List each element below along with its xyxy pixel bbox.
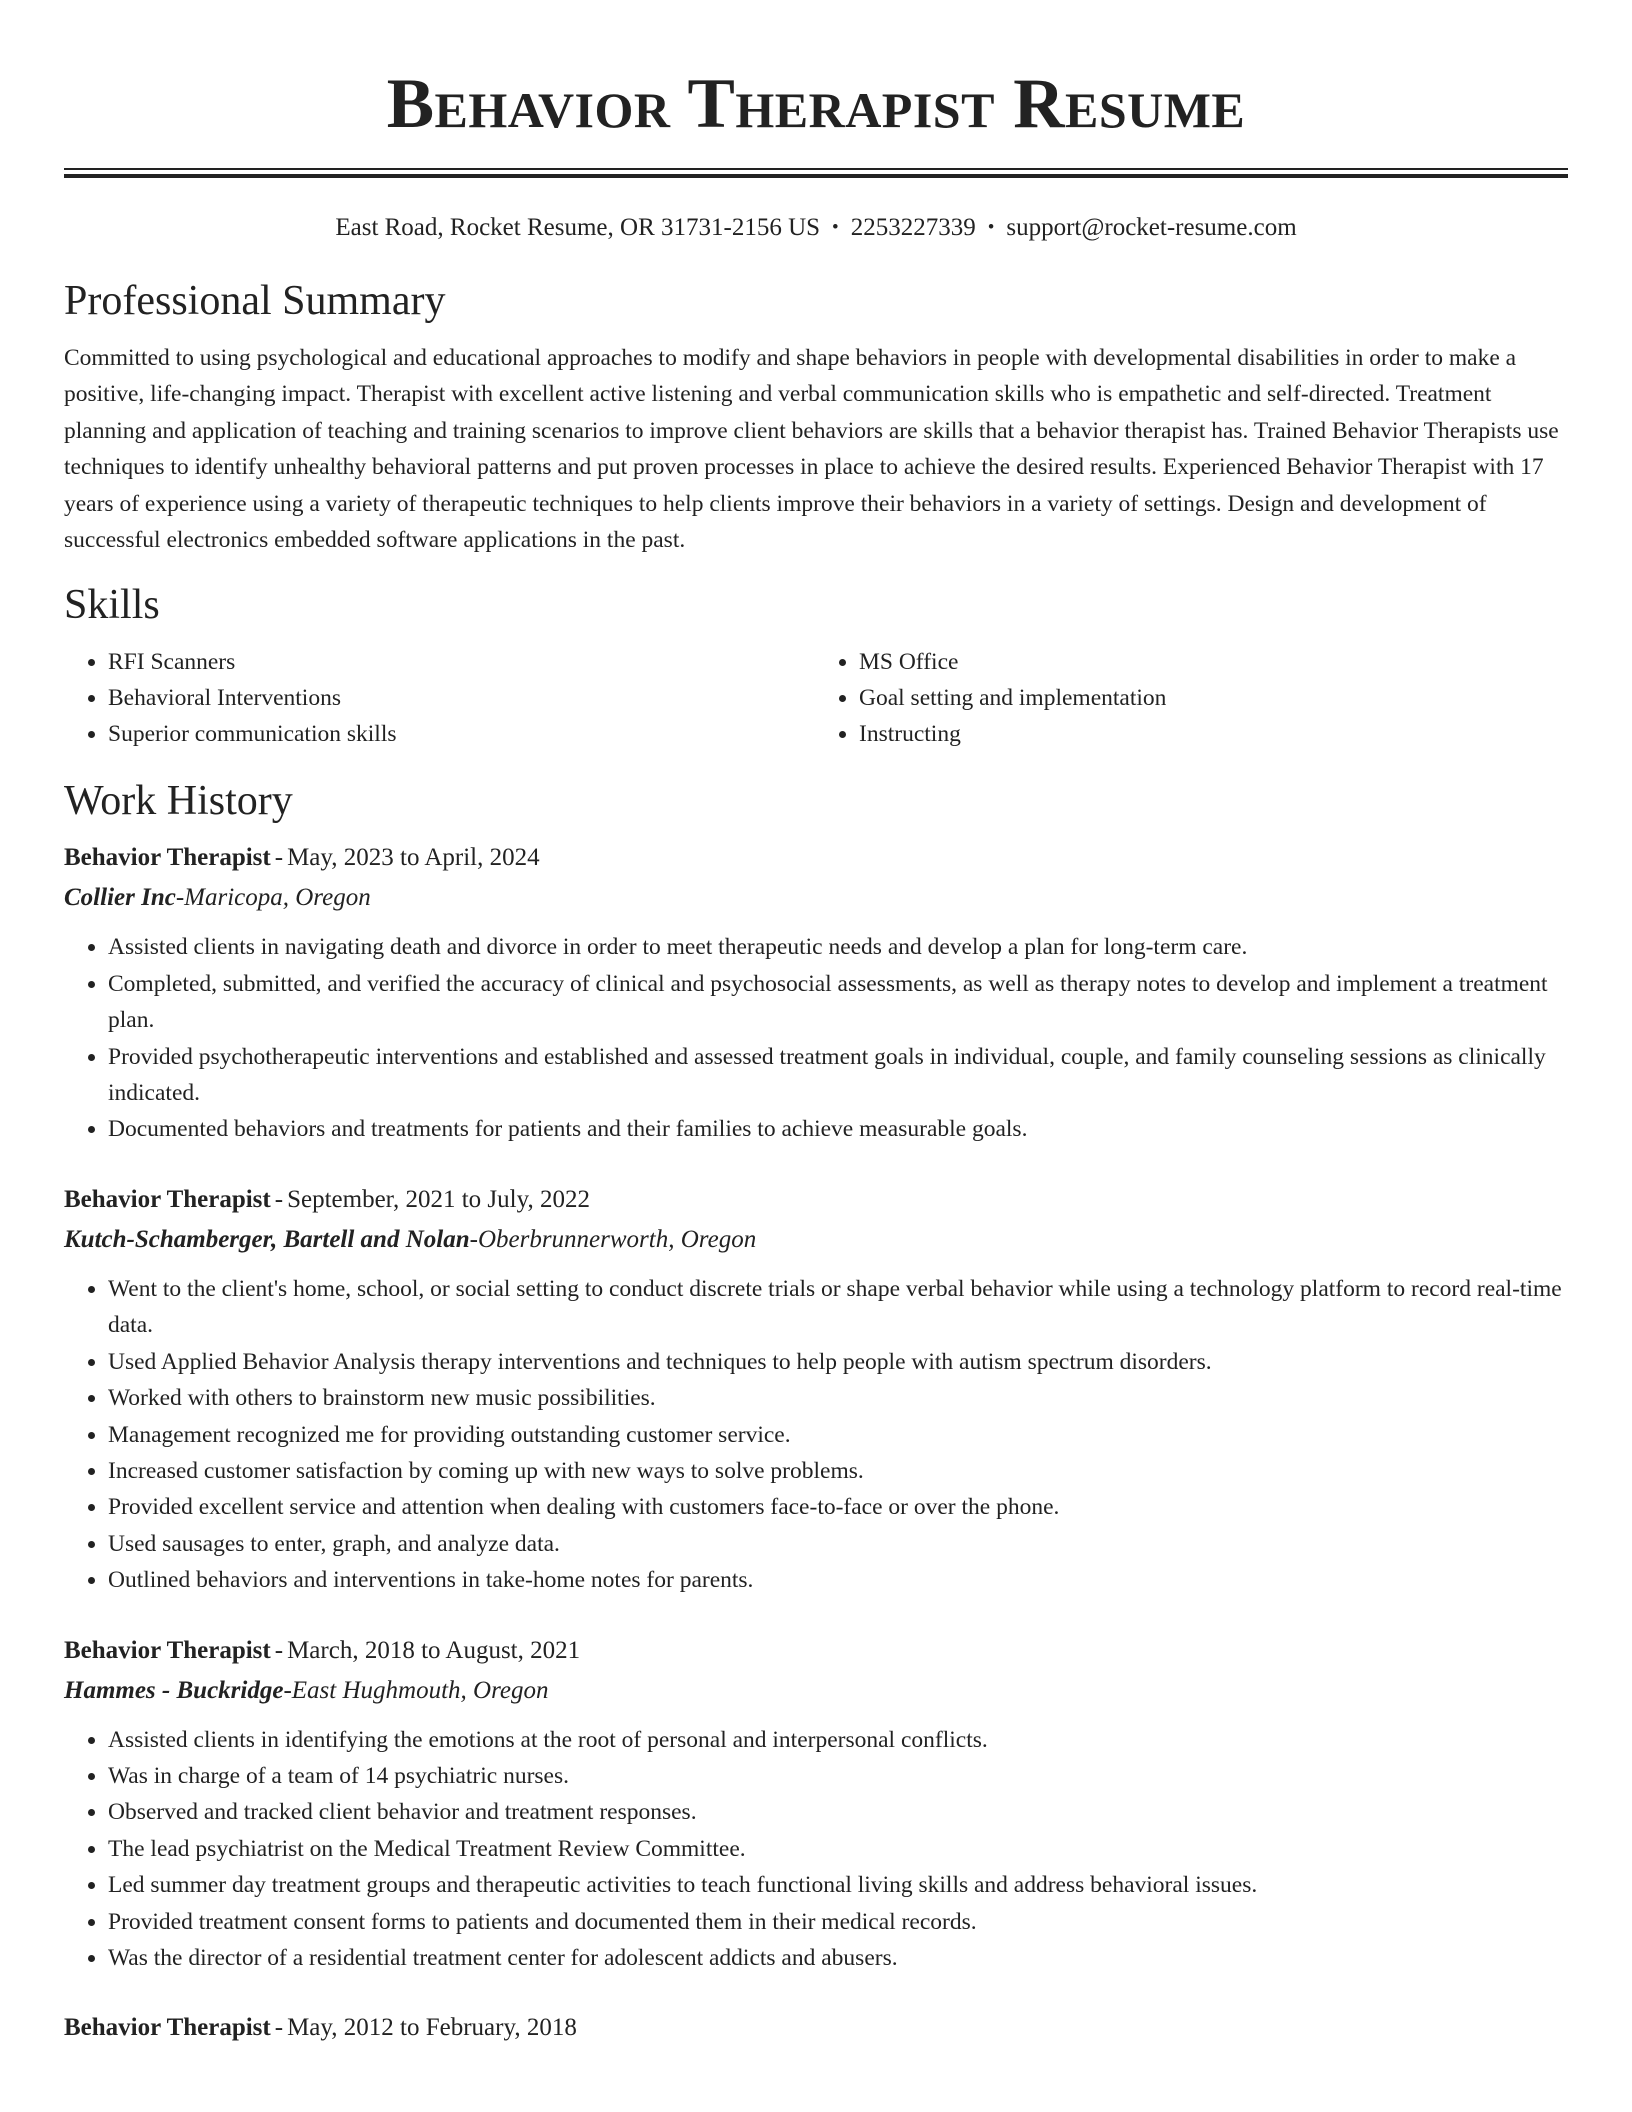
job-dash: -: [469, 1225, 478, 1253]
job-bullets: [64, 929, 1568, 1147]
skill-item: • MS Office: [859, 644, 1568, 680]
job-bullet: • Went to the client's home, school, or social setting to conduct discrete trials or shape verbal behavior while using a technology platform to record real-time data.: [108, 1271, 1568, 1344]
job-employer: [64, 1671, 1568, 1711]
summary-text: Committed to using psychological and educational approaches to modify and shape behaviors in people with developmental disabilities in order to make a positive, life-changing impact. Therapist with excellent active listening and verbal communication skills who is empathetic and self-directed. Treatment planning and application of teaching and training scenarios to improve client behaviors are skills that a behavior therapist has. Trained Behavior Therapists use techniques to identify unhealthy behavioral patterns and put proven processes in place to achieve the desired results. Experienced Behavior Therapist with 17 years of experience using a variety of therapeutic techniques to help clients improve their behaviors in a variety of settings. Design and development of successful electronics embedded software applications in the past.: [64, 345, 1559, 554]
skills-list: [64, 644, 1568, 752]
job-title: Behavior Therapist: [64, 2014, 271, 2042]
skill-item: • Behavioral Interventions: [108, 680, 816, 716]
job-dash: -: [274, 1185, 284, 1213]
job-entry: [64, 2008, 1568, 2048]
job-title: Behavior Therapist: [64, 844, 271, 872]
skills-column-left: [64, 644, 816, 752]
job-dash: -: [274, 2014, 284, 2042]
job-bullet: • Observed and tracked client behavior and treatment responses.: [108, 1794, 1568, 1830]
job-bullet: • Outlined behaviors and interventions in take-home notes for parents.: [108, 1562, 1568, 1598]
job-employer: [64, 1220, 1568, 1260]
contact-phone: 2253227339: [850, 214, 976, 241]
job-dash: -: [283, 1676, 292, 1704]
job-entry: [64, 1180, 1568, 1599]
work-history-heading: Work History: [64, 778, 293, 825]
job-bullet: • Used Applied Behavior Analysis therapy interventions and techniques to help people with autism spectrum disorders.: [108, 1344, 1568, 1380]
job-employer: [64, 878, 1568, 918]
job-location: East Hughmouth, Oregon: [291, 1676, 549, 1704]
skill-item: • RFI Scanners: [108, 644, 816, 680]
job-bullet: • The lead psychiatrist on the Medical Treatment Review Committee.: [108, 1831, 1568, 1867]
job-header: [64, 2008, 1568, 2048]
job-bullet: • Led summer day treatment groups and therapeutic activities to teach functional living skills and address behavioral issues.: [108, 1867, 1568, 1903]
job-bullets: [64, 1722, 1568, 1977]
job-title: Behavior Therapist: [64, 1185, 271, 1213]
contact-line: [64, 212, 1568, 244]
contact-separator: •: [832, 217, 839, 238]
job-dash: -: [274, 844, 284, 872]
job-location: Oberbrunnerworth, Oregon: [477, 1225, 757, 1253]
skill-item: • Goal setting and implementation: [859, 680, 1568, 716]
job-dates: May, 2023 to April, 2024: [287, 844, 540, 872]
job-header: [64, 1631, 1568, 1671]
job-entry: [64, 1631, 1568, 1977]
skill-item: • Superior communication skills: [108, 716, 816, 752]
job-company: Collier Inc: [64, 884, 176, 912]
skill-item: • Instructing: [859, 716, 1568, 752]
job-header: [64, 838, 1568, 878]
job-location: Maricopa, Oregon: [184, 884, 371, 912]
job-bullet: • Provided treatment consent forms to patients and documented them in their medical records.: [108, 1904, 1568, 1940]
job-bullet: • Was in charge of a team of 14 psychiatric nurses.: [108, 1758, 1568, 1794]
job-company: Hammes - Buckridge: [64, 1676, 284, 1704]
job-title: Behavior Therapist: [64, 1636, 271, 1664]
contact-separator: •: [987, 217, 995, 238]
job-bullet: • Used sausages to enter, graph, and analyze data.: [108, 1526, 1568, 1562]
job-bullet: • Assisted clients in navigating death and divorce in order to meet therapeutic needs and develop a plan for long-term care.: [108, 929, 1568, 965]
title-divider: [64, 168, 1568, 178]
job-bullet: • Provided excellent service and attention when dealing with customers face-to-face or over the phone.: [108, 1489, 1568, 1525]
job-company: Kutch-Schamberger, Bartell and Nolan: [64, 1225, 470, 1253]
job-bullet: • Management recognized me for providing outstanding customer service.: [108, 1417, 1568, 1453]
skills-heading: Skills: [64, 582, 160, 629]
job-bullet: • Worked with others to brainstorm new music possibilities.: [108, 1380, 1568, 1416]
job-bullet: • Increased customer satisfaction by coming up with new ways to solve problems.: [108, 1453, 1568, 1489]
job-dates: March, 2018 to August, 2021: [287, 1636, 581, 1664]
job-bullet: • Was the director of a residential treatment center for adolescent addicts and abusers.: [108, 1940, 1568, 1976]
job-dash: -: [274, 1636, 284, 1664]
contact-address: East Road, Rocket Resume, OR 31731-2156 US: [335, 214, 821, 241]
job-dash: -: [175, 884, 185, 912]
job-header: [64, 1180, 1568, 1220]
contact-email: support@rocket-resume.com: [1006, 214, 1297, 241]
job-bullet: • Provided psychotherapeutic interventions and established and assessed treatment goals in individual, couple, and family counseling sessions as clinically indicated.: [108, 1039, 1568, 1112]
skills-column-right: [816, 644, 1568, 752]
job-bullet: • Documented behaviors and treatments for patients and their families to achieve measurable goals.: [108, 1111, 1568, 1147]
summary-heading: Professional Summary: [64, 278, 446, 324]
job-dates: September, 2021 to July, 2022: [287, 1185, 590, 1213]
job-bullets: [64, 1271, 1568, 1599]
job-bullet: • Completed, submitted, and verified the accuracy of clinical and psychosocial assessments, as well as therapy notes to develop and implement a treatment plan.: [108, 966, 1568, 1039]
resume-title: Behavior Therapist Resume: [386, 65, 1246, 143]
job-dates: May, 2012 to February, 2018: [287, 2014, 577, 2042]
job-entry: [64, 838, 1568, 1147]
job-bullet: • Assisted clients in identifying the emotions at the root of personal and interpersonal conflicts.: [108, 1722, 1568, 1758]
